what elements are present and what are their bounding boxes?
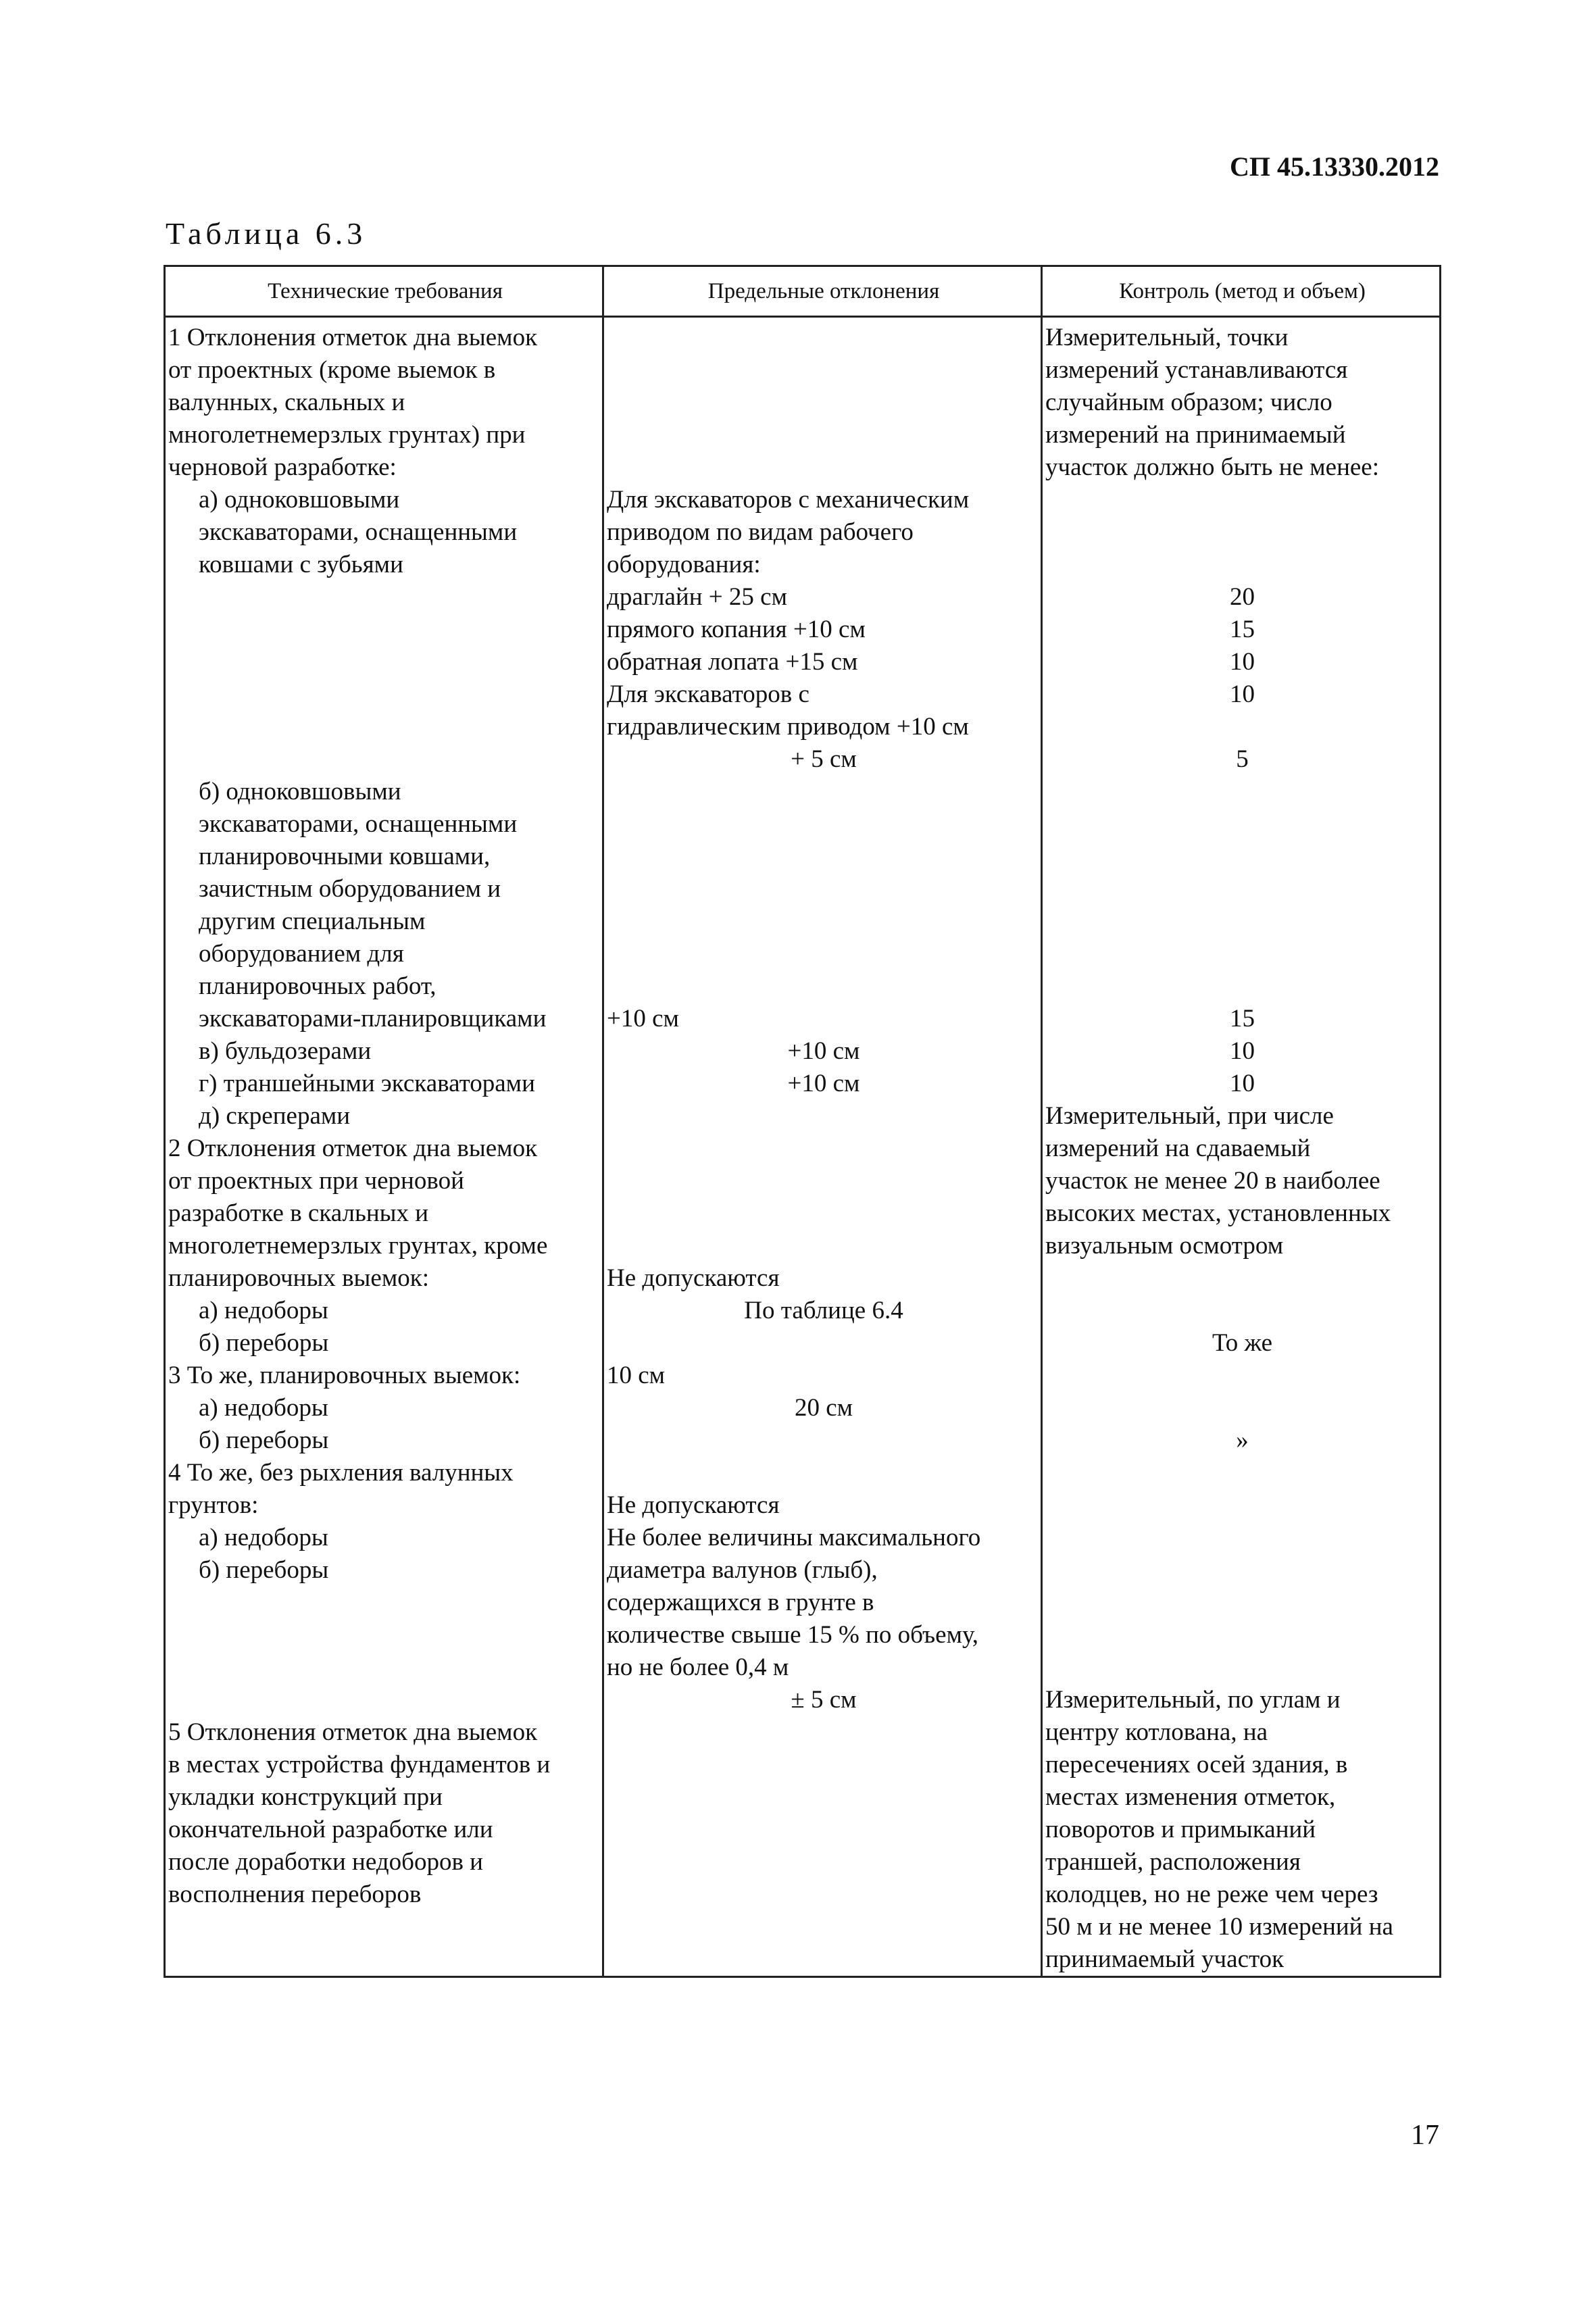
requirements-column	[165, 317, 603, 1977]
requirement-line	[168, 614, 602, 646]
deviation-line	[607, 1197, 1041, 1230]
deviation-line: драглайн + 25 см	[607, 583, 787, 611]
control-line: 10	[1230, 680, 1255, 708]
deviation-line: диаметра валунов (глыб),	[607, 1556, 878, 1584]
control-line: участок должно быть не менее:	[1045, 453, 1379, 481]
requirement-line: зачистным оборудованием и	[199, 875, 501, 903]
control-line	[1045, 1554, 1439, 1587]
control-line	[1045, 938, 1439, 970]
deviation-line: количестве свыше 15 % по объему,	[607, 1621, 979, 1649]
requirement-line: г) траншейными экскаваторами	[199, 1070, 535, 1097]
deviation-line: содержащихся в грунте в	[607, 1589, 874, 1616]
deviation-line	[607, 776, 1041, 808]
requirement-line: многолетнемерзлых грунтах) при	[168, 421, 526, 449]
requirement-line: после доработки недоборов и	[168, 1848, 483, 1876]
deviation-line: 10 см	[607, 1362, 666, 1389]
deviation-line	[607, 905, 1041, 938]
header-control-method: Контроль (метод и объем)	[1042, 266, 1441, 317]
control-line: 5	[1236, 745, 1249, 773]
deviation-line: прямого копания +10 см	[607, 616, 866, 643]
page-number: 17	[1411, 2120, 1439, 2151]
deviation-line: 20 см	[794, 1394, 853, 1422]
control-line	[1045, 1619, 1439, 1651]
requirement-line: в) бульдозерами	[199, 1037, 372, 1065]
deviation-line	[607, 387, 1041, 419]
requirement-line: 2 Отклонения отметок дна выемок	[168, 1135, 538, 1162]
requirement-line	[168, 581, 602, 614]
control-line: 10	[1230, 1070, 1255, 1097]
requirement-line: валунных, скальных и	[168, 389, 405, 416]
control-line	[1045, 516, 1439, 549]
control-line	[1045, 711, 1439, 743]
requirement-line: 3 То же, планировочных выемок:	[168, 1362, 521, 1389]
requirement-line: от проектных (кроме выемок в	[168, 356, 496, 384]
requirement-line	[168, 678, 602, 711]
control-line	[1045, 484, 1439, 516]
requirement-line: грунтов:	[168, 1491, 259, 1519]
requirement-line: оборудованием для	[199, 940, 404, 968]
deviation-line: оборудования:	[607, 551, 761, 578]
control-column	[1042, 317, 1441, 1977]
control-line: Измерительный, при числе	[1045, 1102, 1334, 1130]
requirement-line	[168, 1619, 602, 1651]
requirement-line: а) недоборы	[199, 1524, 328, 1551]
deviation-line	[607, 873, 1041, 905]
control-line: 50 м и не менее 10 измерений на	[1045, 1913, 1393, 1941]
deviation-line: Не более величины максимального	[607, 1524, 981, 1551]
deviation-line	[607, 451, 1041, 484]
requirement-line: экскаваторами, оснащенными	[199, 810, 518, 838]
header-limit-deviations: Предельные отклонения	[603, 266, 1042, 317]
deviation-line: Не допускаются	[607, 1491, 780, 1519]
control-line: колодцев, но не реже чем через	[1045, 1881, 1378, 1908]
control-line	[1045, 808, 1439, 841]
deviation-line: По таблице 6.4	[744, 1297, 903, 1324]
deviations-column	[603, 317, 1042, 1977]
control-line	[1045, 549, 1439, 581]
control-line	[1045, 776, 1439, 808]
control-line	[1045, 970, 1439, 1003]
requirement-line: б) переборы	[199, 1426, 329, 1454]
deviation-line	[607, 1230, 1041, 1262]
requirement-line	[168, 646, 602, 678]
control-line: визуальным осмотром	[1045, 1232, 1284, 1260]
deviation-line	[607, 1457, 1041, 1489]
control-line	[1045, 841, 1439, 873]
requirement-line: а) недоборы	[199, 1297, 328, 1324]
document-code: СП 45.13330.2012	[1230, 151, 1439, 182]
requirement-line	[168, 711, 602, 743]
requirement-line: экскаваторами-планировщиками	[199, 1005, 547, 1032]
control-line	[1045, 1587, 1439, 1619]
control-line	[1045, 1651, 1439, 1684]
control-line: измерений на принимаемый	[1045, 421, 1346, 449]
control-line: измерений устанавливаются	[1045, 356, 1348, 384]
control-line	[1045, 1360, 1439, 1392]
requirement-line: разработке в скальных и	[168, 1199, 429, 1227]
table-header-row	[165, 266, 1441, 317]
deviation-line: + 5 см	[791, 745, 857, 773]
control-line: участок не менее 20 в наиболее	[1045, 1167, 1380, 1195]
deviation-line: гидравлическим приводом +10 см	[607, 713, 969, 741]
requirement-line: 4 То же, без рыхления валунных	[168, 1459, 514, 1487]
deviation-line	[607, 970, 1041, 1003]
header-technical-requirements: Технические требования	[165, 266, 603, 317]
requirement-line: б) одноковшовыми	[199, 778, 401, 805]
requirement-line: планировочными ковшами,	[199, 843, 491, 870]
requirement-line: д) скреперами	[199, 1102, 351, 1130]
deviation-line: +10 см	[787, 1070, 860, 1097]
control-line: высоких местах, установленных	[1045, 1199, 1391, 1227]
requirement-line: б) переборы	[199, 1329, 329, 1357]
table-body-row	[165, 317, 1441, 1977]
control-line: »	[1236, 1426, 1249, 1454]
requirement-line: другим специальным	[199, 907, 426, 935]
deviation-line	[607, 808, 1041, 841]
control-line	[1045, 1522, 1439, 1554]
control-line: центру котлована, на	[1045, 1718, 1268, 1746]
requirement-line: многолетнемерзлых грунтах, кроме	[168, 1232, 548, 1260]
requirement-line: ковшами с зубьями	[199, 551, 403, 578]
deviation-line	[607, 1132, 1041, 1165]
control-line: Измерительный, точки	[1045, 324, 1289, 351]
requirement-line	[168, 1587, 602, 1619]
deviation-line: +10 см	[607, 1005, 679, 1032]
deviation-line	[607, 419, 1041, 451]
deviation-line	[607, 322, 1041, 354]
requirement-line: б) переборы	[199, 1556, 329, 1584]
deviation-line	[607, 1100, 1041, 1132]
deviation-line	[607, 354, 1041, 387]
control-line: поворотов и примыканий	[1045, 1816, 1316, 1843]
requirement-line: окончательной разработке или	[168, 1816, 493, 1843]
control-line	[1045, 1295, 1439, 1327]
control-line	[1045, 905, 1439, 938]
control-line	[1045, 1262, 1439, 1295]
requirements-table	[164, 265, 1441, 1978]
deviation-line: ± 5 см	[791, 1686, 857, 1714]
deviation-line	[607, 841, 1041, 873]
control-line	[1045, 1392, 1439, 1424]
requirement-line: от проектных при черновой	[168, 1167, 464, 1195]
control-line: 15	[1230, 1005, 1255, 1032]
requirement-line: экскаваторами, оснащенными	[199, 518, 518, 546]
deviation-line: +10 см	[787, 1037, 860, 1065]
deviation-line	[607, 1424, 1041, 1457]
deviation-line	[607, 938, 1041, 970]
requirement-line: черновой разработке:	[168, 453, 397, 481]
control-line: 15	[1230, 616, 1255, 643]
control-line: местах изменения отметок,	[1045, 1783, 1336, 1811]
deviation-line: обратная лопата +15 см	[607, 648, 858, 676]
deviation-line: но не более 0,4 м	[607, 1653, 789, 1681]
control-line: пересечениях осей здания, в	[1045, 1751, 1348, 1778]
requirement-line: а) одноковшовыми	[199, 486, 400, 514]
control-line: То же	[1212, 1329, 1273, 1357]
control-line: измерений на сдаваемый	[1045, 1135, 1311, 1162]
control-line	[1045, 873, 1439, 905]
control-line: траншей, расположения	[1045, 1848, 1301, 1876]
control-line: принимаемый участок	[1045, 1945, 1285, 1973]
requirement-line: планировочных работ,	[199, 972, 437, 1000]
table-caption: Таблица 6.3	[166, 216, 367, 251]
requirement-line: в местах устройства фундаментов и	[168, 1751, 551, 1778]
requirement-line: планировочных выемок:	[168, 1264, 429, 1292]
control-line: 10	[1230, 1037, 1255, 1065]
control-line	[1045, 1457, 1439, 1489]
requirement-line: 5 Отклонения отметок дна выемок	[168, 1718, 538, 1746]
requirement-line: 1 Отклонения отметок дна выемок	[168, 324, 538, 351]
requirement-line: укладки конструкций при	[168, 1783, 443, 1811]
deviation-line: приводом по видам рабочего	[607, 518, 914, 546]
requirement-line	[168, 1651, 602, 1684]
control-line: случайным образом; число	[1045, 389, 1332, 416]
control-line: 10	[1230, 648, 1255, 676]
deviation-line: Не допускаются	[607, 1264, 780, 1292]
control-line: Измерительный, по углам и	[1045, 1686, 1341, 1714]
deviation-line	[607, 1165, 1041, 1197]
requirement-line	[168, 743, 602, 776]
requirement-line	[168, 1684, 602, 1716]
deviation-line: Для экскаваторов с механическим	[607, 486, 970, 514]
requirement-line: восполнения переборов	[168, 1881, 422, 1908]
requirement-line: а) недоборы	[199, 1394, 328, 1422]
control-line: 20	[1230, 583, 1255, 611]
deviation-line	[607, 1327, 1041, 1360]
control-line	[1045, 1489, 1439, 1522]
deviation-line: Для экскаваторов с	[607, 680, 809, 708]
